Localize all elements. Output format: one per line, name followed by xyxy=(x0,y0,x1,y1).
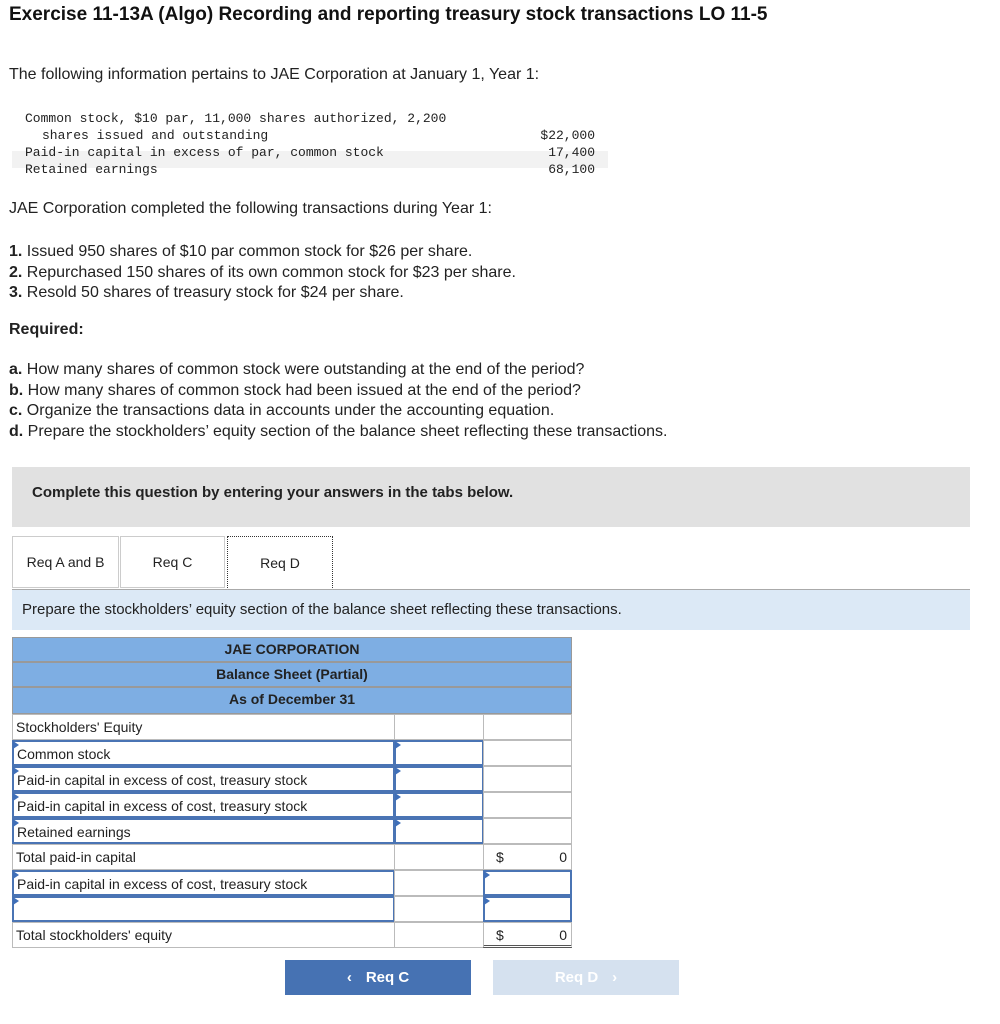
row-label-text: Paid-in capital in excess of cost, treasury stock xyxy=(17,772,308,788)
list-item xyxy=(9,263,516,284)
account-select[interactable] xyxy=(12,896,395,922)
row-label-text: Total paid-in capital xyxy=(16,849,136,865)
required-list xyxy=(9,360,667,442)
row-label-text: Paid-in capital in excess of cost, treasury stock xyxy=(17,876,308,892)
next-req-d-button[interactable] xyxy=(493,960,679,995)
empty-cell xyxy=(394,922,484,948)
total-cell xyxy=(483,714,572,740)
item-text: Repurchased 150 shares of its own common stock for $23 per share. xyxy=(26,263,516,281)
total-value: 0 xyxy=(559,849,567,865)
currency-symbol: $ xyxy=(496,849,504,865)
amount-input[interactable] xyxy=(394,818,484,844)
prev-label: Req C xyxy=(365,969,410,986)
instructions-banner xyxy=(12,467,970,527)
list-item xyxy=(9,242,516,263)
account-select[interactable] xyxy=(12,766,395,792)
chevron-left-icon: ‹ xyxy=(346,969,352,986)
item-text: Prepare the stockholders’ equity section of the balance sheet reflecting these transactions. xyxy=(27,422,668,440)
row-label-text: Total stockholders' equity xyxy=(16,927,172,943)
list-item xyxy=(9,401,667,422)
row-label-text: Retained earnings xyxy=(17,824,131,840)
item-text: How many shares of common stock were outstanding at the end of the period? xyxy=(26,361,585,378)
item-text: Issued 950 shares of $10 par common stock for $26 per share. xyxy=(26,243,473,260)
total-input[interactable] xyxy=(483,896,572,922)
total-input[interactable] xyxy=(483,870,572,896)
list-item xyxy=(9,381,667,402)
total-cell xyxy=(483,844,572,870)
row-label xyxy=(12,922,395,948)
row-label-text: Common stock xyxy=(17,746,111,762)
empty-cell xyxy=(394,870,484,896)
item-num: 2. xyxy=(9,263,23,281)
intro-text: The following information pertains to JAE Corporation at January 1, Year 1: xyxy=(9,66,540,83)
transaction-list xyxy=(9,242,516,304)
transactions-intro: JAE Corporation completed the following transactions during Year 1: xyxy=(9,200,492,217)
statement-date: As of December 31 xyxy=(12,687,572,714)
opening-value: $22,000 xyxy=(540,128,595,143)
item-num: 1. xyxy=(9,243,23,260)
opening-value: 17,400 xyxy=(548,145,595,160)
prev-req-c-button[interactable] xyxy=(285,960,471,995)
company-name: JAE CORPORATION xyxy=(12,637,572,662)
item-text: How many shares of common stock had been issued at the end of the period? xyxy=(27,381,581,399)
account-select[interactable] xyxy=(12,740,395,766)
empty-cell xyxy=(394,896,484,922)
instruction-text: Prepare the stockholders’ equity section of the balance sheet reflecting these transactions. xyxy=(22,601,622,618)
row-label xyxy=(12,714,395,740)
statement-title: Balance Sheet (Partial) xyxy=(12,662,572,687)
total-cell xyxy=(483,818,572,844)
amount-input[interactable] xyxy=(394,792,484,818)
opening-balances xyxy=(12,110,608,178)
item-num: a. xyxy=(9,361,23,378)
opening-label: shares issued and outstanding xyxy=(42,128,269,143)
item-num: d. xyxy=(9,422,24,440)
row-label-text: Stockholders' Equity xyxy=(16,719,143,735)
empty-cell xyxy=(394,844,484,870)
opening-label: Common stock, $10 par, 11,000 shares authorized, 2,200 xyxy=(25,111,447,126)
item-num: b. xyxy=(9,381,24,399)
account-select[interactable] xyxy=(12,818,395,844)
tab-req-c[interactable]: Req C xyxy=(120,536,225,588)
total-cell xyxy=(483,792,572,818)
empty-cell xyxy=(394,714,484,740)
tab-req-a-and-b[interactable]: Req A and B xyxy=(12,536,119,588)
row-label-text: Paid-in capital in excess of cost, treasury stock xyxy=(17,798,308,814)
item-num: c. xyxy=(9,402,23,419)
opening-label: Paid-in capital in excess of par, common stock xyxy=(25,145,384,160)
list-item xyxy=(9,422,667,443)
opening-value: 68,100 xyxy=(548,162,595,177)
account-select[interactable] xyxy=(12,792,395,818)
item-text: Organize the transactions data in accounts under the accounting equation. xyxy=(26,402,555,419)
total-cell xyxy=(483,740,572,766)
list-item xyxy=(9,360,667,381)
total-value: 0 xyxy=(559,927,567,943)
banner-text: Complete this question by entering your answers in the tabs below. xyxy=(32,484,514,501)
opening-label: Retained earnings xyxy=(25,162,158,177)
tab-instruction xyxy=(12,589,970,630)
next-label: Req D xyxy=(554,969,599,986)
chevron-right-icon: › xyxy=(612,969,618,986)
item-num: 3. xyxy=(9,284,23,301)
item-text: Resold 50 shares of treasury stock for $24 per share. xyxy=(26,284,404,301)
amount-input[interactable] xyxy=(394,740,484,766)
currency-symbol: $ xyxy=(496,927,504,943)
total-cell xyxy=(483,922,572,948)
row-label xyxy=(12,844,395,870)
page-title: Exercise 11-13A (Algo) Recording and reporting treasury stock transactions LO 11-5 xyxy=(9,4,768,25)
required-heading: Required: xyxy=(9,321,84,338)
tab-req-d[interactable]: Req D xyxy=(227,536,333,588)
amount-input[interactable] xyxy=(394,766,484,792)
account-select[interactable] xyxy=(12,870,395,896)
list-item xyxy=(9,283,516,304)
total-cell xyxy=(483,766,572,792)
